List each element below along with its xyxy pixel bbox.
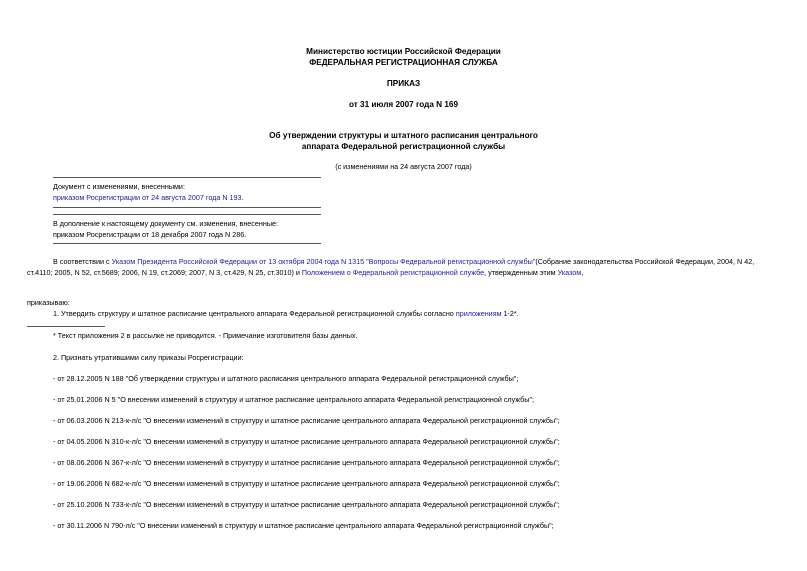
info-box2-line2: приказом Росрегистрации от 18 декабря 2007 года N 286. xyxy=(53,230,247,239)
doc-date-number: от 31 июля 2007 года N 169 xyxy=(348,100,459,109)
preamble-text-end: , xyxy=(581,268,584,277)
info-box1-amendment xyxy=(53,193,244,202)
info-box1-bottom-rule xyxy=(53,207,321,208)
revoked-item: - от 25.10.2006 N 733-к-л/с "О внесении изменений в структуру и штатное расписание центрального аппарата Федеральной регистрационной службы"; xyxy=(53,500,560,509)
preamble-text-start: В соответствии с xyxy=(53,257,112,266)
amendment-note: (с изменениями на 24 августа 2007 года) xyxy=(335,162,472,171)
info-box2-top-rule xyxy=(53,214,321,215)
revoked-item: - от 06.03.2006 N 213-к-л/с "О внесении изменений в структуру и штатное расписание центрального аппарата Федеральной регистрационной службы"; xyxy=(53,416,560,425)
footnote-rule xyxy=(27,326,105,327)
decree-link[interactable]: Указом Президента Российской Федерации от 13 октября 2004 года N 1315 "Вопросы Федеральной регистрационной службы" xyxy=(111,257,536,266)
info-box1-label: Документ с изменениями, внесенными: xyxy=(53,182,185,191)
info-box1-top-rule xyxy=(53,177,321,178)
ministry-heading: Министерство юстиции Российской Федерации xyxy=(306,47,501,56)
doc-type: ПРИКАЗ xyxy=(386,79,421,88)
regulation-link[interactable]: Положением о Федеральной регистрационной службе xyxy=(301,268,485,277)
preamble-text-approved: , утвержденным этим xyxy=(484,268,558,277)
revoked-item: - от 25.01.2006 N 5 "О внесении изменений в структуру и штатное расписание центрального аппарата Федеральной регистрационной службы"; xyxy=(53,395,535,404)
revoked-item: - от 19.06.2006 N 682-к-л/с "О внесении изменений в структуру и штатное расписание центрального аппарата Федеральной регистрационной службы"; xyxy=(53,479,560,488)
item1-suffix: 1-2*. xyxy=(501,309,519,318)
preamble-line1 xyxy=(53,257,754,266)
info-box1-link-suffix: . xyxy=(241,193,244,202)
item1 xyxy=(53,309,519,318)
doc-title-line2: аппарата Федеральной регистрационной службы xyxy=(301,142,506,151)
revoked-item: - от 28.12.2005 N 188 "Об утверждении структуры и штатного расписания центрального аппарата Федеральной регистрационной службы"; xyxy=(53,374,519,383)
info-box2-bottom-rule xyxy=(53,243,321,244)
decree-short-link[interactable]: Указом xyxy=(557,268,582,277)
revoked-item: - от 08.06.2006 N 367-к-л/с "О внесении изменений в структуру и штатное расписание центрального аппарата Федеральной регистрационной службы"; xyxy=(53,458,560,467)
appendix-link[interactable]: приложениям xyxy=(455,309,502,318)
service-heading: ФЕДЕРАЛЬНАЯ РЕГИСТРАЦИОННАЯ СЛУЖБА xyxy=(309,58,498,67)
footnote: * Текст приложения 2 в рассылке не приводится. - Примечание изготовителя базы данных. xyxy=(53,331,358,340)
amendment-link[interactable]: приказом Росрегистрации от 24 августа 2007 года N 193 xyxy=(53,193,242,202)
revoked-item: - от 30.11.2006 N 790-л/с "О внесении изменений в структуру и штатное расписание центрального аппарата Федеральной регистрационной службы"; xyxy=(53,521,554,530)
revoked-item: - от 04.05.2006 N 310-к-л/с "О внесении изменений в структуру и штатное расписание центрального аппарата Федеральной регистрационной службы"; xyxy=(53,437,560,446)
order-word: приказываю: xyxy=(27,298,70,307)
item2: 2. Признать утратившими силу приказы Росрегистрации: xyxy=(53,353,244,362)
item1-text: 1. Утвердить структуру и штатное расписание центрального аппарата Федеральной регистрационной службы согласно xyxy=(53,309,456,318)
preamble-text-citations: ст.4110; 2005, N 52, ст.5689; 2006, N 19, ст.2069; 2007, N 3, ст.429, N 25, ст.3010) и xyxy=(27,268,302,277)
info-box2-line1: В дополнение к настоящему документу см. изменения, внесенные: xyxy=(53,219,278,228)
preamble-text-sources: (Собрание законодательства Российской Федерации, 2004, N 42, xyxy=(535,257,755,266)
preamble-line2 xyxy=(27,268,583,277)
doc-title-line1: Об утверждении структуры и штатного расписания центрального xyxy=(269,131,538,140)
